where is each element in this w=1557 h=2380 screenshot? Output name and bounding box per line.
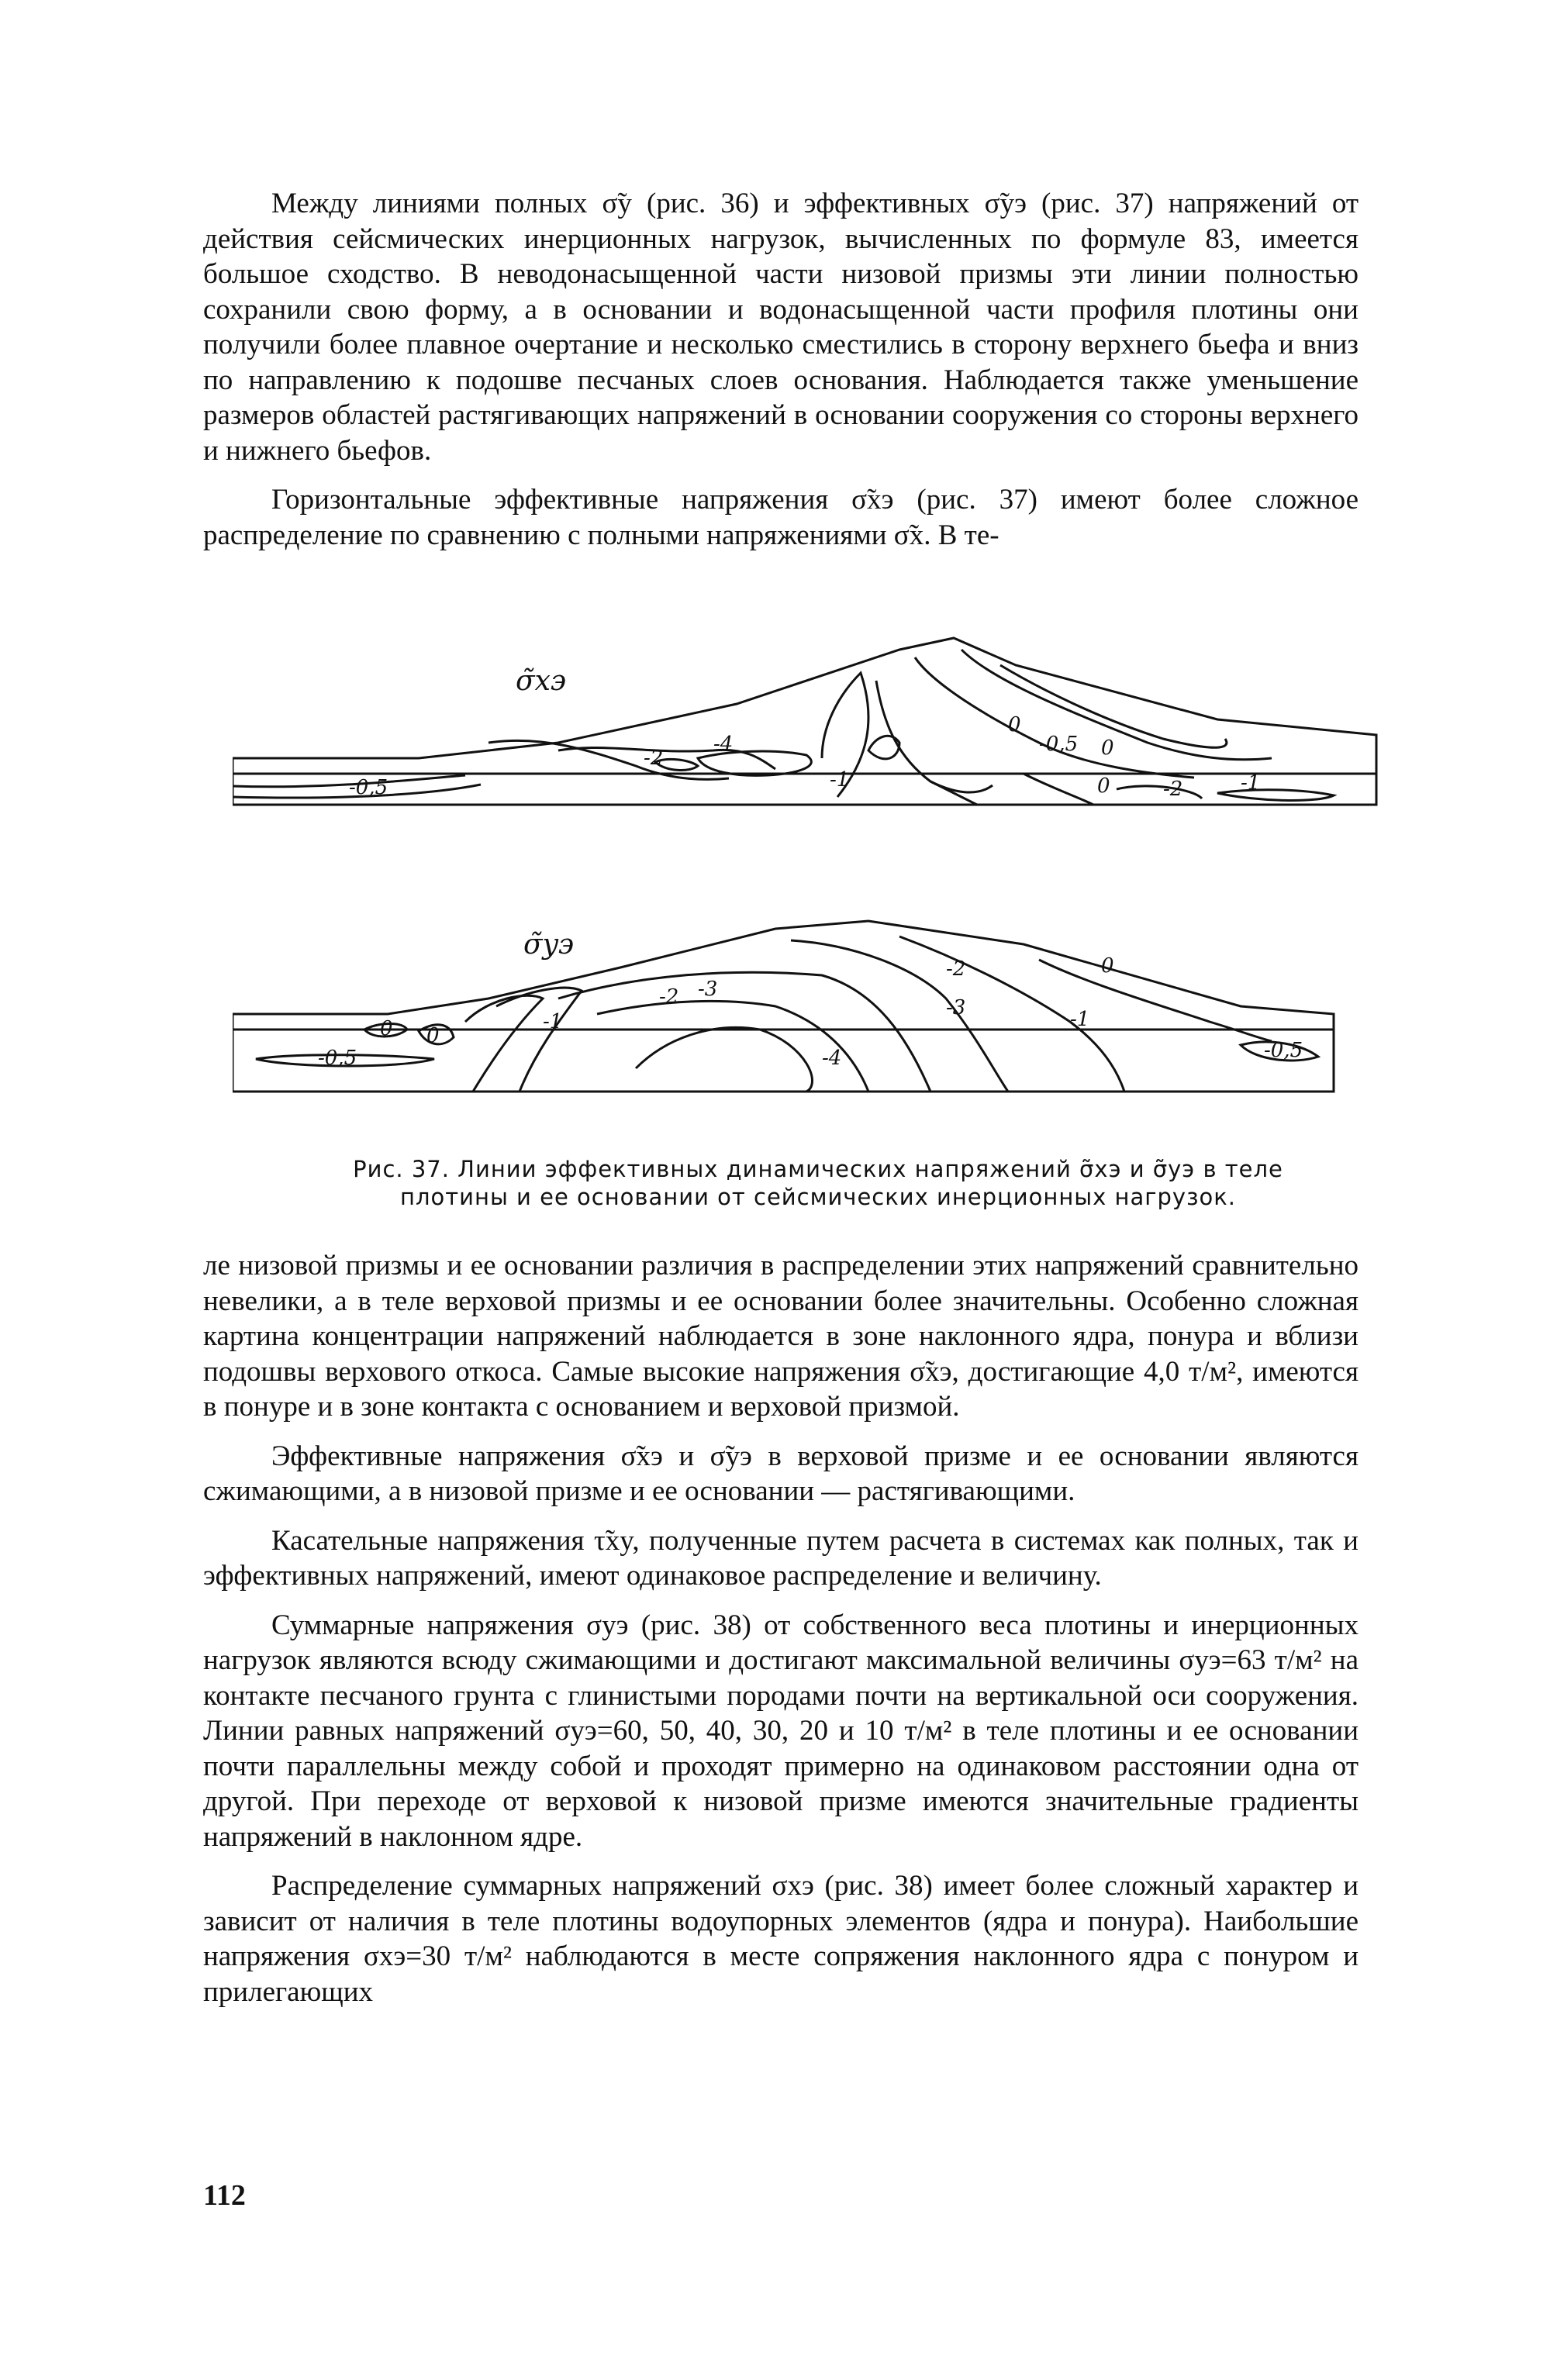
paragraph: Суммарные напряжения σyэ (рис. 38) от собственного веса плотины и инерционных нагрузок являются всюду сжимающими и достигают максимальной величины σyэ=63 т/м² на контакте песчаного грунта с глинистыми породами почти на вертикальной оси сооружения. Линии равных напряжений σyэ=60, 50, 40, 30, 20 и 10 т/м² в теле плотины и ее основании почти параллельны между собой и проходят примерно на одинаковом расстоянии одна от другой. При переходе от верховой к низовой призме имеются значительные градиенты напряжений в наклонном ядре. bbox=[203, 1609, 1358, 1853]
figure-caption bbox=[256, 1155, 1380, 1211]
contour-label: 0 bbox=[1008, 713, 1021, 736]
contour-label: -2 bbox=[659, 985, 679, 1009]
contour bbox=[1024, 774, 1093, 805]
sigma-y-label: σ̃yэ bbox=[523, 929, 575, 961]
contour-label: -3 bbox=[946, 996, 966, 1019]
contour-label: -0,5 bbox=[1264, 1039, 1303, 1062]
contour-label: -2 bbox=[1163, 778, 1183, 801]
contour-label: 0 bbox=[426, 1024, 440, 1047]
stress-contour-diagram bbox=[233, 634, 1396, 1130]
sigma-x-label: σ̃xэ bbox=[516, 665, 567, 697]
caption-line: плотины и ее основании от сейсмических инерционных нагрузок. bbox=[400, 1184, 1236, 1210]
paragraph: Распределение суммарных напряжений σxэ (рис. 38) имеет более сложный характер и зависит от наличия в теле плотины водоупорных элементов (ядра и понура). Наибольшие напряжения σxэ=30 т/м² наблюдаются в месте сопряжения наклонного ядра с понуром и прилегающих bbox=[203, 1870, 1358, 2008]
contour-label: -1 bbox=[1070, 1008, 1090, 1031]
contour-label: 0 bbox=[1101, 736, 1114, 760]
paragraph: Касательные напряжения τ̃xy, полученные путем расчета в системах как полных, так и эффективных напряжений, имеют одинаковое распределение и величину. bbox=[203, 1524, 1358, 1592]
caption-line: Рис. 37. Линии эффективных динамических напряжений σ̃xэ и σ̃yэ в теле bbox=[353, 1156, 1283, 1182]
contour-label: -0,5 bbox=[318, 1047, 357, 1070]
paragraph: Горизонтальные эффективные напряжения σ̃xэ (рис. 37) имеют более сложное распределение по сравнению с полными напряжениями σ̃x. В те- bbox=[203, 484, 1358, 551]
paragraph: Между линиями полных σ̃y (рис. 36) и эффективных σ̃yэ (рис. 37) напряжений от действия сейсмических инерционных нагрузок, вычисленных по формуле 83, имеется большое сходство. В неводонасыщенной части низовой призмы эти линии полностью сохранили свою форму, а в основании и водонасыщенной части профиля плотины они получили более плавное очертание и несколько сместились в сторону верхнего бьефа и вниз по направлению к подошве песчаных слоев основания. Наблюдается также уменьшение размеров областей растягивающих напряжений в основании сооружения со стороны верхнего и нижнего бьефов. bbox=[203, 188, 1358, 467]
contour bbox=[465, 995, 543, 1092]
contour-label: -2 bbox=[946, 957, 966, 981]
contour bbox=[558, 972, 930, 1092]
contour bbox=[961, 650, 1272, 760]
paragraph: ле низовой призмы и ее основании различия в распределении этих напряжений сравнительно невелики, а в теле верховой призмы и ее основании более значительны. Особенно сложная картина концентрации напряжений наблюдается в зоне наклонного ядра, понура и вблизи подошвы верхового откоса. Самые высокие напряжения σ̃xэ, достигающие 4,0 т/м², имеются в понуре и в зоне контакта с основанием и верховой призмой. bbox=[203, 1250, 1358, 1423]
text-block-top bbox=[203, 186, 1358, 553]
contour bbox=[1117, 786, 1202, 799]
contour bbox=[1217, 790, 1334, 801]
contour-label: 0 bbox=[380, 1017, 393, 1040]
sigma-y-diagram bbox=[233, 921, 1334, 1092]
contour-label: -2 bbox=[644, 747, 664, 770]
paragraph: Эффективные напряжения σ̃xэ и σ̃yэ в верховой призме и ее основании являются сжимающими, а в низовой призме и ее основании — растягивающими. bbox=[203, 1440, 1358, 1507]
contour-label: -0,5 bbox=[1039, 733, 1079, 756]
sigma-x-diagram bbox=[233, 638, 1376, 805]
contour-label: 0 bbox=[1101, 954, 1114, 978]
contour-label: -0,5 bbox=[349, 776, 388, 799]
dam-outline bbox=[233, 921, 1334, 1092]
contour-label: -1 bbox=[830, 768, 850, 792]
contour-label: -4 bbox=[713, 733, 734, 756]
contour-label: -4 bbox=[822, 1047, 842, 1070]
figure-37 bbox=[233, 634, 1396, 1130]
contour bbox=[899, 936, 1124, 1092]
contour-label: -1 bbox=[1241, 771, 1261, 795]
contour-label: -3 bbox=[698, 978, 718, 1001]
text-block-bottom bbox=[203, 1248, 1358, 2009]
contour-label: 0 bbox=[1097, 774, 1110, 798]
contour-label: -1 bbox=[543, 1010, 563, 1033]
page-number: 112 bbox=[203, 2179, 246, 2212]
contour bbox=[1000, 665, 1227, 747]
contour bbox=[636, 1027, 813, 1092]
